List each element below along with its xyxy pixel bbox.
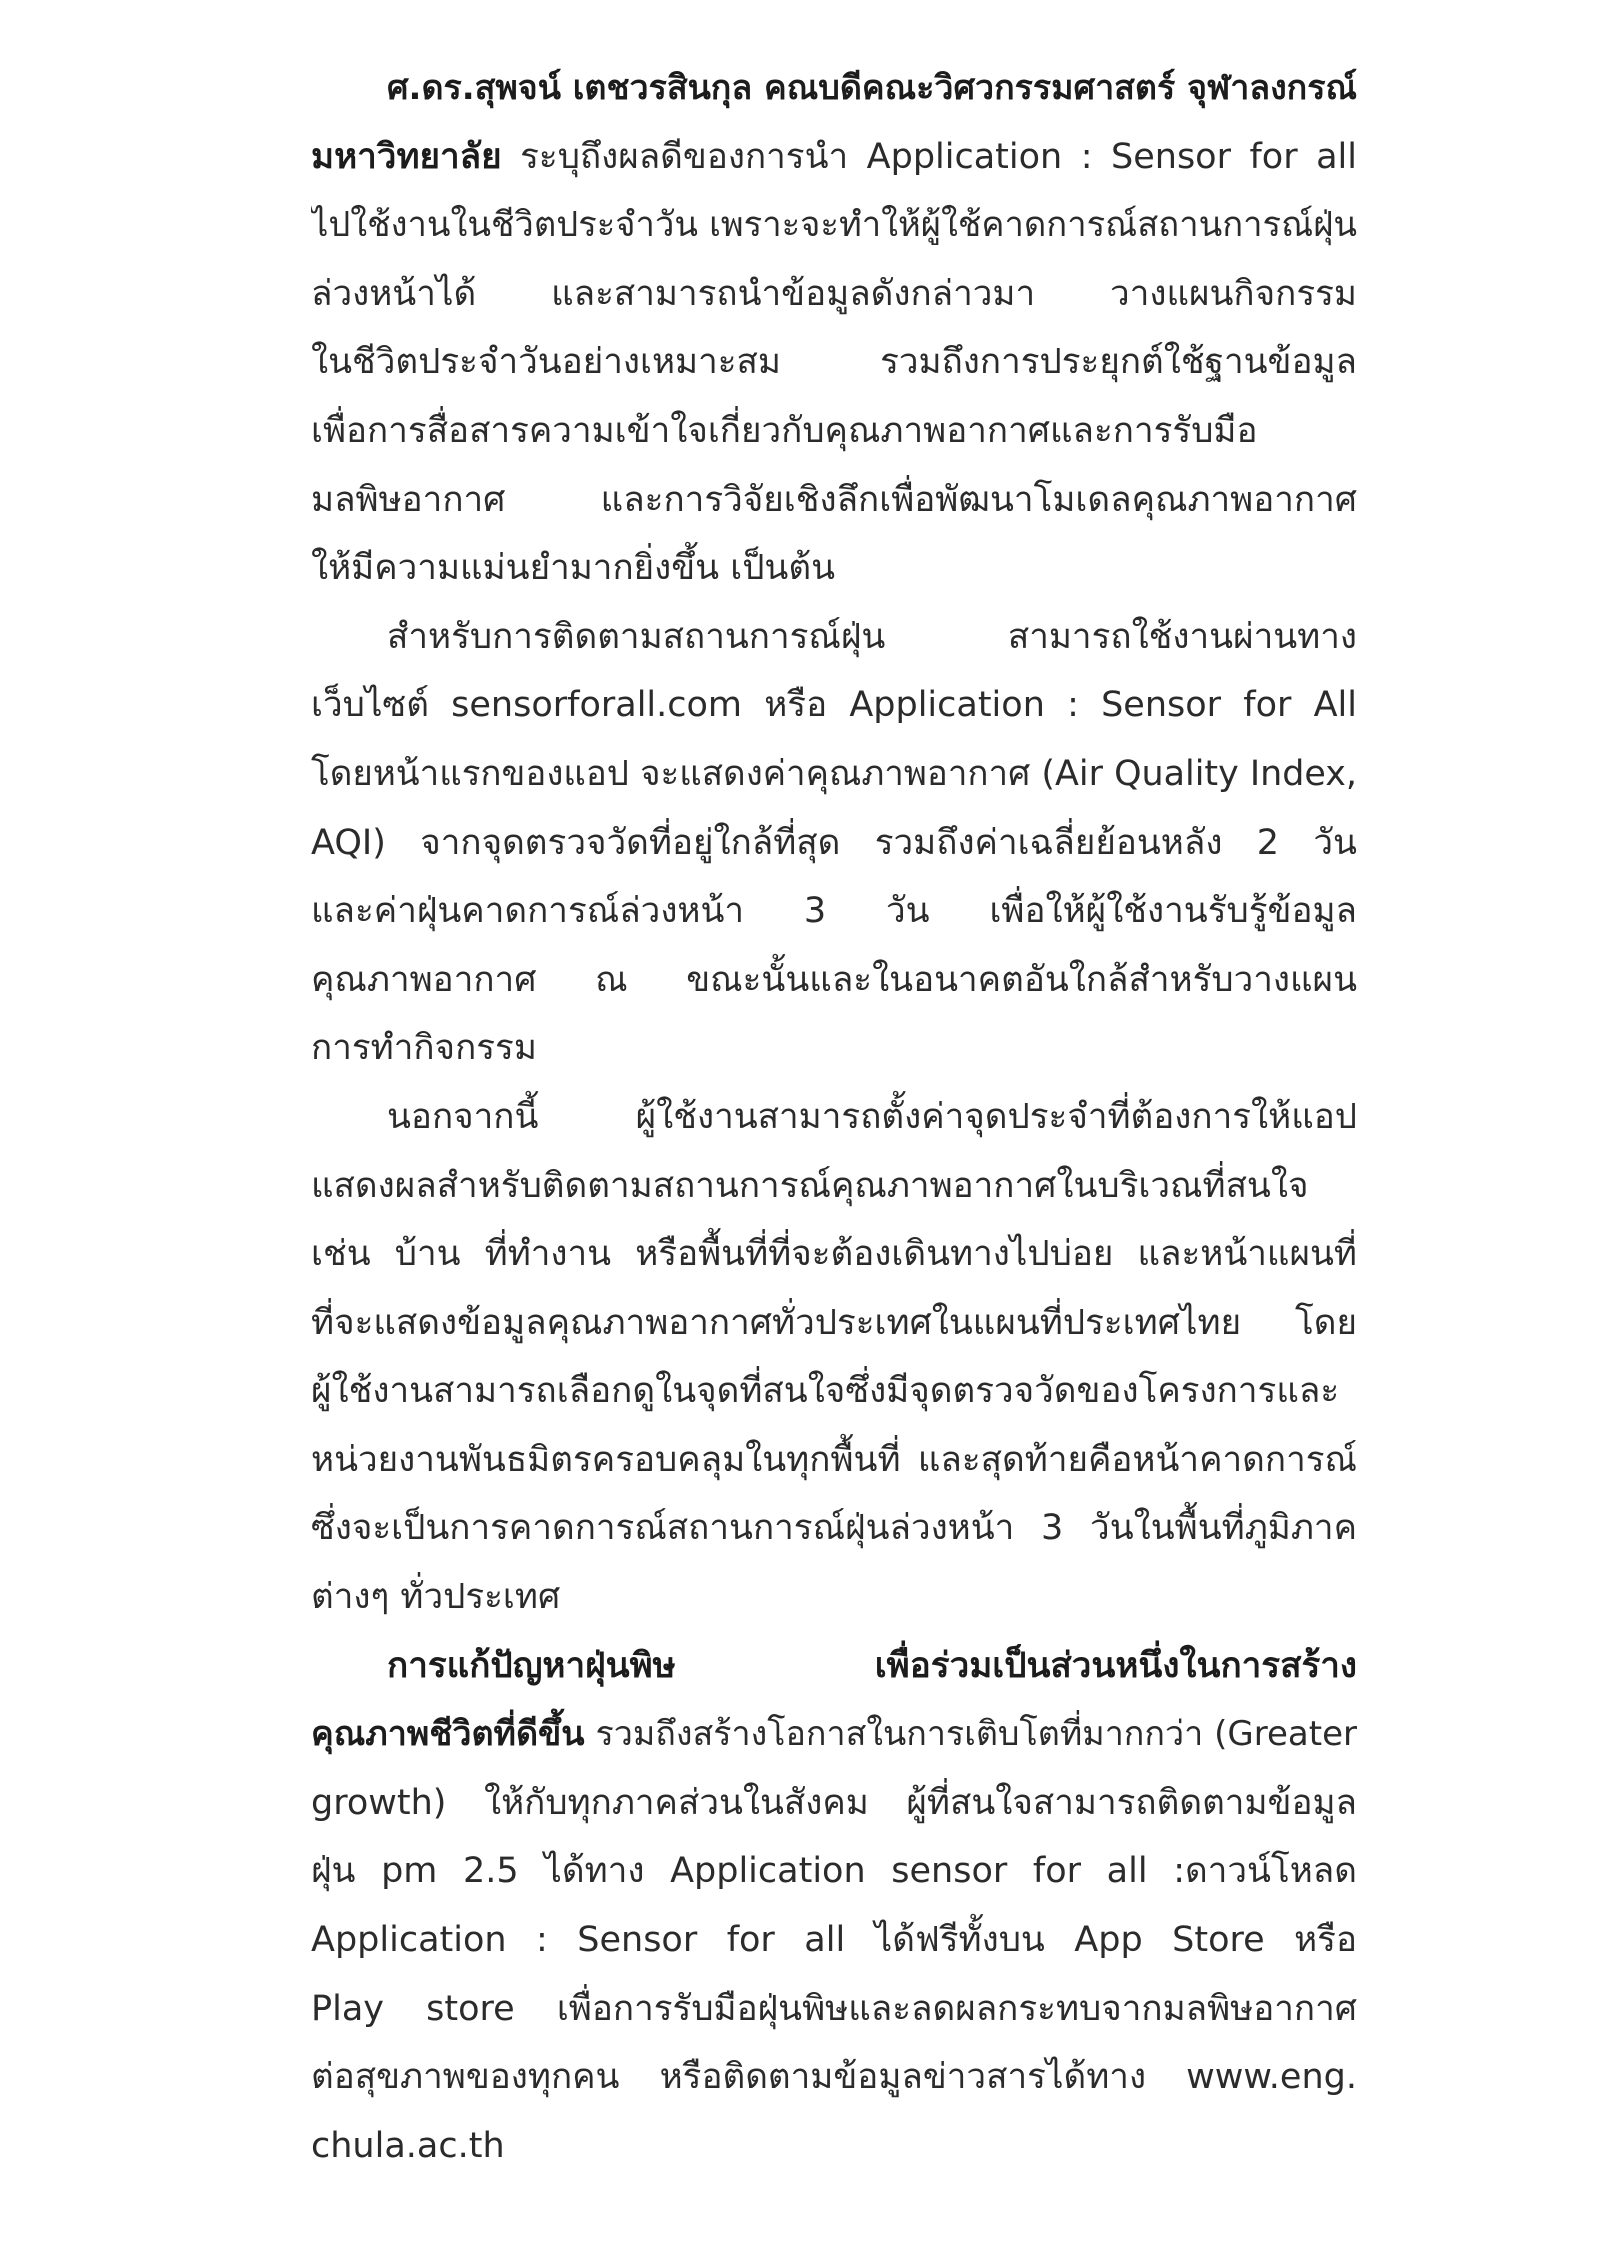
text-line: growth) ให้กับทุกภาคส่วนในสังคม ผู้ที่สนใจสามารถติดตามข้อมูล — [311, 1782, 1357, 1823]
text-line — [311, 1632, 1357, 1701]
article-body — [311, 54, 1357, 2180]
text-line — [311, 123, 1357, 192]
text-line: หน่วยงานพันธมิตรครอบคลุมในทุกพื้นที่ และสุดท้ายคือหน้าคาดการณ์ — [311, 1439, 1357, 1480]
line-text: ระบุถึงผลดีของการนำ Application : Sensor for all — [501, 136, 1357, 177]
text-line: แสดงผลสำหรับติดตามสถานการณ์คุณภาพอากาศในบริเวณที่สนใจ — [311, 1165, 1309, 1206]
paragraph-4 — [311, 1632, 1357, 2181]
text-line: และค่าฝุ่นคาดการณ์ล่วงหน้า 3 วัน เพื่อให้ผู้ใช้งานรับรู้ข้อมูล — [311, 891, 1357, 932]
text-line: ในชีวิตประจำวันอย่างเหมาะสม รวมถึงการประยุกต์ใช้ฐานข้อมูล — [311, 342, 1357, 383]
text-line: ไปใช้งานในชีวิตประจำวัน เพราะจะทำให้ผู้ใช้คาดการณ์สถานการณ์ฝุ่น — [311, 205, 1357, 246]
text-line: ผู้ใช้งานสามารถเลือกดูในจุดที่สนใจซึ่งมีจุดตรวจวัดของโครงการและ — [311, 1371, 1340, 1412]
bold-lead: การแก้ปัญหาฝุ่นพิษ เพื่อร่วมเป็นส่วนหนึ่งในการสร้าง — [387, 1645, 1357, 1686]
text-line: ซึ่งจะเป็นการคาดการณ์สถานการณ์ฝุ่นล่วงหน้า 3 วันในพื้นที่ภูมิภาค — [311, 1508, 1357, 1549]
paragraph-3 — [311, 1083, 1357, 1632]
bold-lead: คุณภาพชีวิตที่ดีขึ้น — [311, 1714, 585, 1755]
text-line: ให้มีความแม่นยำมากยิ่งขึ้น เป็นต้น — [311, 548, 835, 589]
text-line: ต่างๆ ทั่วประเทศ — [311, 1577, 561, 1618]
text-line: มลพิษอากาศ และการวิจัยเชิงลึกเพื่อพัฒนาโมเดลคุณภาพอากาศ — [311, 479, 1357, 520]
text-line — [311, 1700, 1357, 1769]
text-line: การทำกิจกรรม — [311, 1028, 537, 1069]
text-line: Play store เพื่อการรับมือฝุ่นพิษและลดผลกระทบจากมลพิษอากาศ — [311, 1988, 1357, 2029]
bold-lead: มหาวิทยาลัย — [311, 136, 502, 177]
text-line: เพื่อการสื่อสารความเข้าใจเกี่ยวกับคุณภาพอากาศและการรับมือ — [311, 410, 1258, 451]
paragraph-2 — [311, 603, 1357, 1083]
text-line: Application : Sensor for all ได้ฟรีทั้งบน App Store หรือ — [311, 1920, 1357, 1961]
text-line: สำหรับการติดตามสถานการณ์ฝุ่น สามารถใช้งานผ่านทาง — [387, 616, 1357, 657]
text-line: เช่น บ้าน ที่ทำงาน หรือพื้นที่ที่จะต้องเดินทางไปบ่อย และหน้าแผนที่ — [311, 1234, 1357, 1275]
text-line — [311, 54, 1357, 123]
text-line: คุณภาพอากาศ ณ ขณะนั้นและในอนาคตอันใกล้สำหรับวางแผน — [311, 959, 1357, 1000]
text-line: chula.ac.th — [311, 2125, 505, 2166]
paragraph-1 — [311, 54, 1357, 603]
bold-lead: ศ.ดร.สุพจน์ เตชวรสินกุล คณบดีคณะวิศวกรรมศาสตร์ จุฬาลงกรณ์ — [387, 68, 1357, 108]
text-line: ที่จะแสดงข้อมูลคุณภาพอากาศทั่วประเทศในแผนที่ประเทศไทย โดย — [311, 1302, 1357, 1343]
text-line: นอกจากนี้ ผู้ใช้งานสามารถตั้งค่าจุดประจำที่ต้องการให้แอป — [387, 1096, 1357, 1137]
text-line: ฝุ่น pm 2.5 ได้ทาง Application sensor for all :ดาวน์โหลด — [311, 1851, 1357, 1892]
text-line: ล่วงหน้าได้ และสามารถนำข้อมูลดังกล่าวมา วางแผนกิจกรรม — [311, 273, 1357, 314]
text-line: ต่อสุขภาพของทุกคน หรือติดตามข้อมูลข่าวสารได้ทาง www.eng. — [311, 2057, 1357, 2098]
line-text: รวมถึงสร้างโอกาสในการเติบโตที่มากกว่า (Greater — [584, 1714, 1357, 1755]
text-line: โดยหน้าแรกของแอป จะแสดงค่าคุณภาพอากาศ (Air Quality Index, — [311, 753, 1357, 794]
text-line: เว็บไซต์ sensorforall.com หรือ Application : Sensor for All — [311, 685, 1357, 726]
text-line: AQI) จากจุดตรวจวัดที่อยู่ใกล้ที่สุด รวมถึงค่าเฉลี่ยย้อนหลัง 2 วัน — [311, 822, 1357, 863]
